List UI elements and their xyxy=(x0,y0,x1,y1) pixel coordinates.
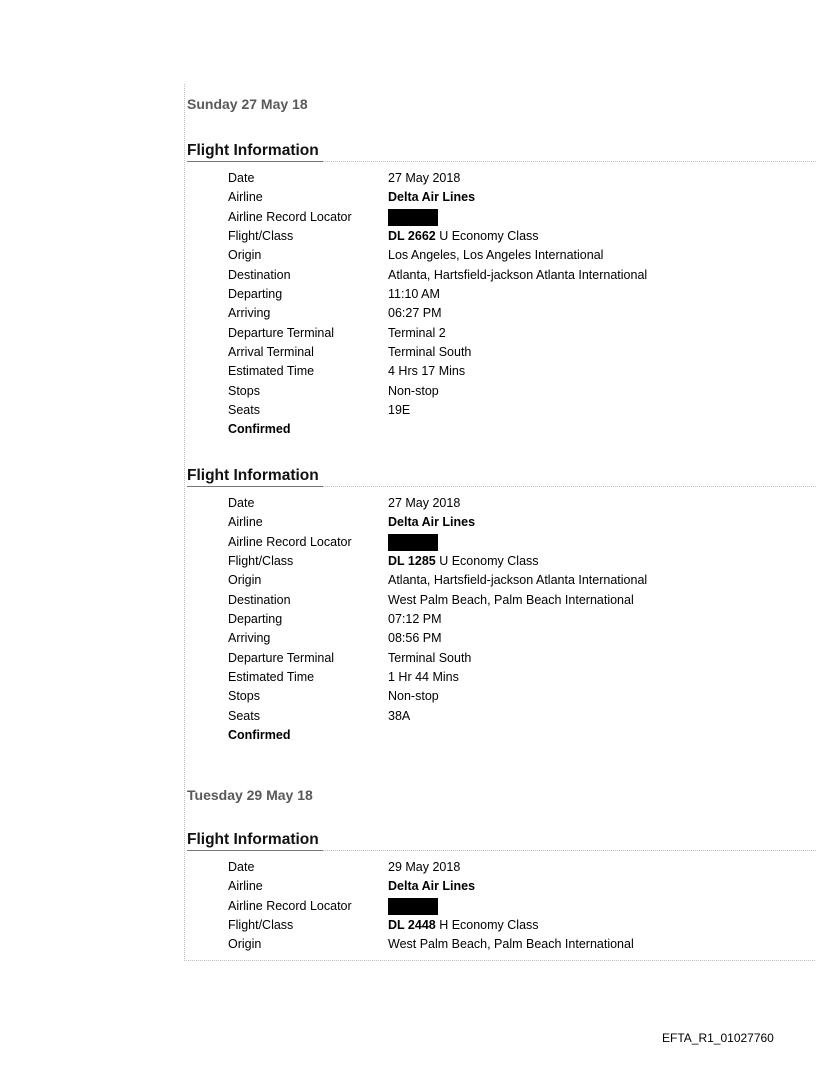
section-title: Flight Information xyxy=(187,142,319,159)
label-flight-class: Flight/Class xyxy=(228,554,294,568)
value-estimated-time: 1 Hr 44 Mins xyxy=(388,670,459,684)
value-origin: Los Angeles, Los Angeles International xyxy=(388,248,604,262)
value-flight-class xyxy=(388,227,539,246)
label-stops: Stops xyxy=(228,384,260,398)
label-airline: Airline xyxy=(228,879,263,893)
flight-class: H Economy Class xyxy=(435,918,539,932)
label-record-locator: Airline Record Locator xyxy=(228,899,352,913)
value-flight-class xyxy=(388,552,539,571)
detail-row-arrival-terminal xyxy=(228,343,816,362)
detail-row-seats xyxy=(228,707,816,726)
flight-info-header xyxy=(187,142,816,162)
label-departure-terminal: Departure Terminal xyxy=(228,651,335,665)
flight-number: DL 1285 xyxy=(388,554,436,568)
detail-row-confirmed xyxy=(228,420,816,439)
value-departure-terminal: Terminal 2 xyxy=(388,326,446,340)
value-date: 27 May 2018 xyxy=(388,496,461,510)
detail-row-airline xyxy=(228,513,816,532)
detail-row-destination xyxy=(228,266,816,285)
document-id: EFTA_R1_01027760 xyxy=(662,1031,774,1045)
value-seats: 38A xyxy=(388,709,411,723)
value-departing: 11:10 AM xyxy=(388,287,440,301)
value-flight-class xyxy=(388,916,539,935)
label-stops: Stops xyxy=(228,689,260,703)
detail-row-departure-terminal xyxy=(228,324,816,343)
detail-row-stops xyxy=(228,382,816,401)
detail-row-flight-class xyxy=(228,916,816,935)
label-arriving: Arriving xyxy=(228,631,271,645)
detail-row-stops xyxy=(228,687,816,706)
redaction-box xyxy=(388,209,438,226)
day-heading: Tuesday 29 May 18 xyxy=(187,787,313,803)
label-origin: Origin xyxy=(228,248,262,262)
label-seats: Seats xyxy=(228,709,260,723)
value-arriving: 06:27 PM xyxy=(388,306,442,320)
value-record-locator xyxy=(388,897,438,916)
detail-row-origin xyxy=(228,571,816,590)
detail-row-destination xyxy=(228,591,816,610)
value-estimated-time: 4 Hrs 17 Mins xyxy=(388,364,466,378)
value-airline: Delta Air Lines xyxy=(388,515,476,529)
label-destination: Destination xyxy=(228,268,291,282)
value-record-locator xyxy=(388,208,438,227)
detail-row-record-locator xyxy=(228,533,816,552)
label-destination: Destination xyxy=(228,593,291,607)
detail-row-confirmed xyxy=(228,726,816,745)
label-date: Date xyxy=(228,860,255,874)
value-destination: Atlanta, Hartsfield-jackson Atlanta International xyxy=(388,268,648,282)
detail-row-estimated-time xyxy=(228,668,816,687)
label-departing: Departing xyxy=(228,287,283,301)
label-origin: Origin xyxy=(228,937,262,951)
label-departing: Departing xyxy=(228,612,283,626)
detail-row-record-locator xyxy=(228,208,816,227)
status-confirmed: Confirmed xyxy=(228,422,291,436)
section-title: Flight Information xyxy=(187,467,319,484)
flight-number: DL 2448 xyxy=(388,918,436,932)
value-origin: West Palm Beach, Palm Beach International xyxy=(388,937,634,951)
detail-row-seats xyxy=(228,401,816,420)
redaction-box xyxy=(388,898,438,915)
label-origin: Origin xyxy=(228,573,262,587)
label-date: Date xyxy=(228,171,255,185)
label-arriving: Arriving xyxy=(228,306,271,320)
detail-row-date xyxy=(228,858,816,877)
detail-row-date xyxy=(228,169,816,188)
detail-row-record-locator xyxy=(228,897,816,916)
detail-row-flight-class xyxy=(228,552,816,571)
detail-row-departing xyxy=(228,285,816,304)
label-departure-terminal: Departure Terminal xyxy=(228,326,335,340)
flight-class: U Economy Class xyxy=(435,229,539,243)
flight-number: DL 2662 xyxy=(388,229,436,243)
value-origin: Atlanta, Hartsfield-jackson Atlanta International xyxy=(388,573,648,587)
label-airline: Airline xyxy=(228,515,263,529)
value-record-locator xyxy=(388,533,438,552)
detail-row-departing xyxy=(228,610,816,629)
value-arriving: 08:56 PM xyxy=(388,631,442,645)
detail-row-origin xyxy=(228,246,816,265)
detail-row-arriving xyxy=(228,629,816,648)
day-heading: Sunday 27 May 18 xyxy=(187,96,308,112)
value-arrival-terminal: Terminal South xyxy=(388,345,472,359)
label-record-locator: Airline Record Locator xyxy=(228,535,352,549)
label-estimated-time: Estimated Time xyxy=(228,364,315,378)
value-departing: 07:12 PM xyxy=(388,612,442,626)
section-title: Flight Information xyxy=(187,831,319,848)
value-date: 27 May 2018 xyxy=(388,171,461,185)
value-seats: 19E xyxy=(388,403,411,417)
detail-row-flight-class xyxy=(228,227,816,246)
flight-info-header xyxy=(187,467,816,487)
detail-row-airline xyxy=(228,188,816,207)
value-stops: Non-stop xyxy=(388,384,439,398)
label-seats: Seats xyxy=(228,403,260,417)
detail-row-origin xyxy=(228,935,816,954)
value-airline: Delta Air Lines xyxy=(388,190,476,204)
flight-class: U Economy Class xyxy=(435,554,539,568)
label-estimated-time: Estimated Time xyxy=(228,670,315,684)
redaction-box xyxy=(388,534,438,551)
label-flight-class: Flight/Class xyxy=(228,918,294,932)
label-airline: Airline xyxy=(228,190,263,204)
label-record-locator: Airline Record Locator xyxy=(228,210,352,224)
detail-row-arriving xyxy=(228,304,816,323)
label-arrival-terminal: Arrival Terminal xyxy=(228,345,314,359)
value-airline: Delta Air Lines xyxy=(388,879,476,893)
detail-row-airline xyxy=(228,877,816,896)
detail-row-date xyxy=(228,494,816,513)
label-date: Date xyxy=(228,496,255,510)
value-stops: Non-stop xyxy=(388,689,439,703)
status-confirmed: Confirmed xyxy=(228,728,291,742)
value-destination: West Palm Beach, Palm Beach International xyxy=(388,593,634,607)
flight-info-header xyxy=(187,831,816,851)
value-date: 29 May 2018 xyxy=(388,860,461,874)
value-departure-terminal: Terminal South xyxy=(388,651,472,665)
label-flight-class: Flight/Class xyxy=(228,229,294,243)
detail-row-estimated-time xyxy=(228,362,816,381)
detail-row-departure-terminal xyxy=(228,649,816,668)
